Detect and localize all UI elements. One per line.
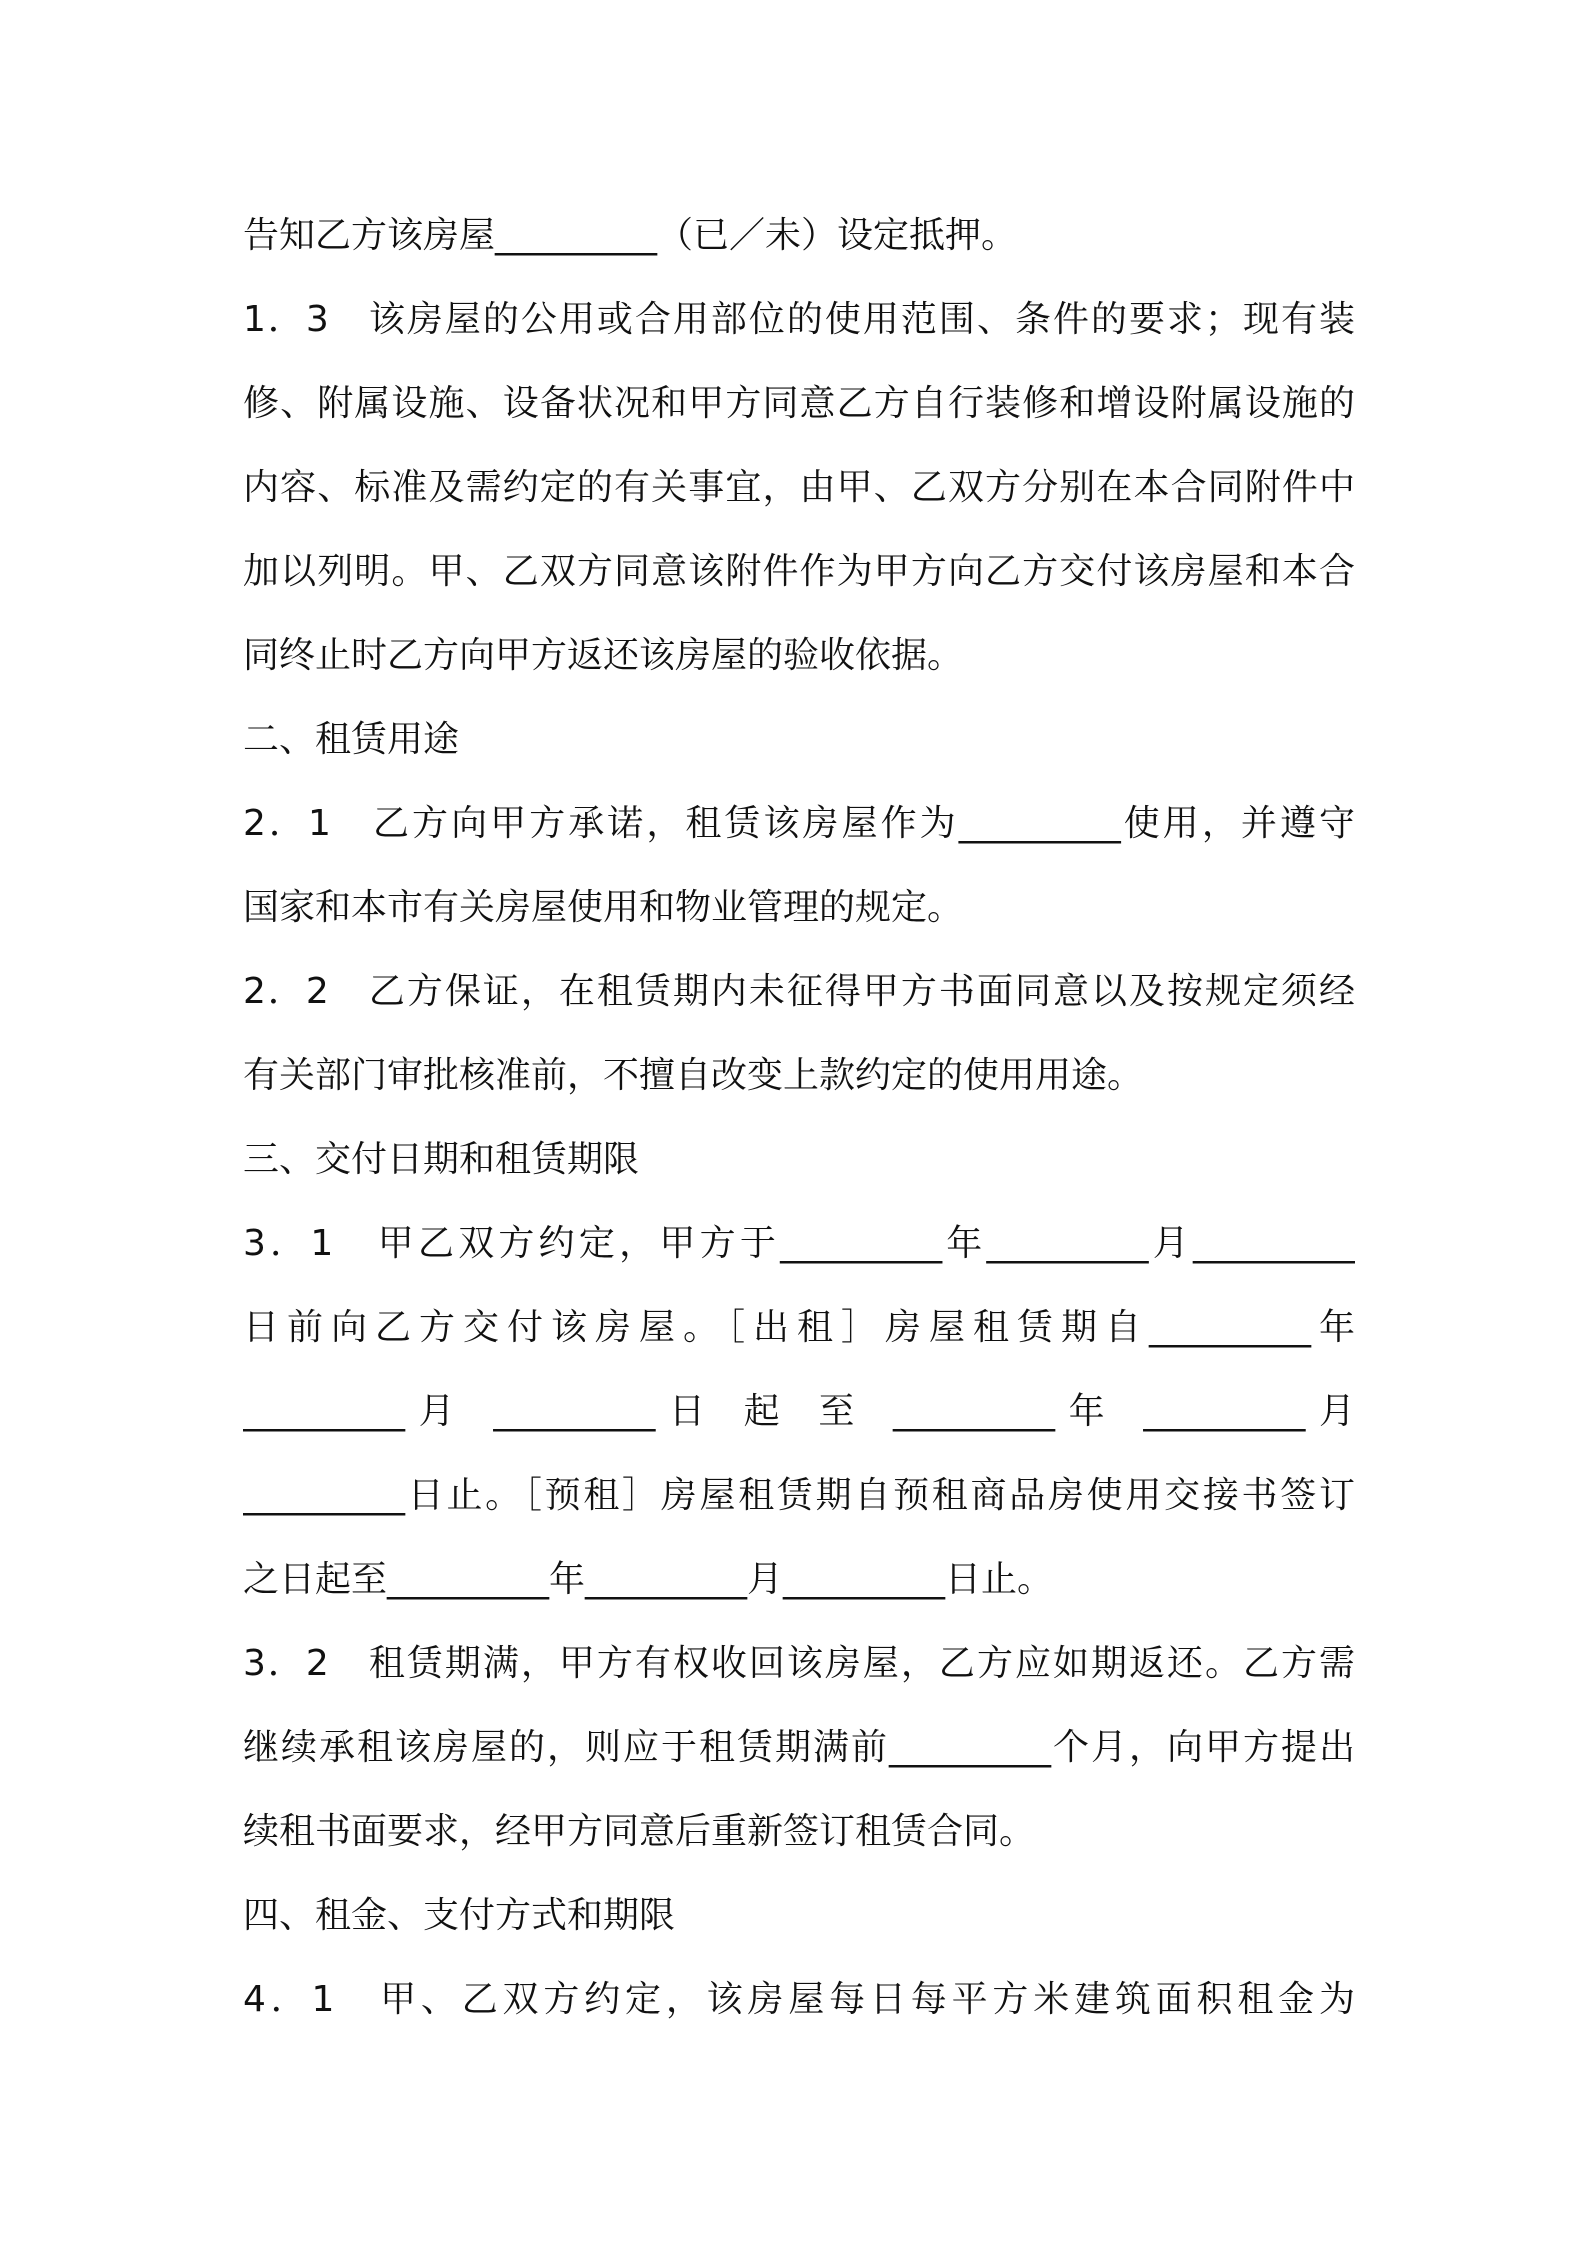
contract-text xyxy=(243,194,1355,2042)
text-line: 同终止时乙方向甲方返还该房屋的验收依据。 xyxy=(243,635,964,676)
text-line: 4．1 甲、乙双方约定，该房屋每日每平方米建筑面积租金为 xyxy=(243,1979,1355,2020)
text-line: 3．1 甲乙双方约定，甲方于_________年_________月_________ xyxy=(243,1223,1355,1264)
text-line: 加以列明。甲、乙双方同意该附件作为甲方向乙方交付该房屋和本合 xyxy=(243,551,1355,592)
text-line: 告知乙方该房屋_________（已／未）设定抵押。 xyxy=(243,215,1018,256)
section-heading: 二、租赁用途 xyxy=(243,719,460,760)
section-heading: 三、交付日期和租赁期限 xyxy=(243,1139,640,1180)
text-line: 国家和本市有关房屋使用和物业管理的规定。 xyxy=(243,887,964,928)
text-line: 之日起至_________年_________月_________日止。 xyxy=(243,1559,1054,1600)
section-heading: 四、租金、支付方式和期限 xyxy=(243,1895,676,1936)
text-line: 1．3 该房屋的公用或合用部位的使用范围、条件的要求；现有装 xyxy=(243,299,1355,340)
text-line: 续租书面要求，经甲方同意后重新签订租赁合同。 xyxy=(243,1811,1036,1852)
text-line: 日前向乙方交付该房屋。［出租］房屋租赁期自_________年 xyxy=(243,1307,1355,1348)
text-line: 内容、标准及需约定的有关事宜，由甲、乙双方分别在本合同附件中 xyxy=(243,467,1355,508)
text-line: _________月 _________日 起 至 _________年 _________月 xyxy=(243,1391,1355,1432)
text-line: 有关部门审批核准前，不擅自改变上款约定的使用用途。 xyxy=(243,1055,1144,1096)
text-line: 修、附属设施、设备状况和甲方同意乙方自行装修和增设附属设施的 xyxy=(243,383,1355,424)
text-line: _________日止。［预租］房屋租赁期自预租商品房使用交接书签订 xyxy=(243,1475,1355,1516)
text-line: 2．1 乙方向甲方承诺，租赁该房屋作为_________使用，并遵守 xyxy=(243,803,1355,844)
text-line: 继续承租该房屋的，则应于租赁期满前_________个月，向甲方提出 xyxy=(243,1727,1355,1768)
text-line: 3．2 租赁期满，甲方有权收回该房屋，乙方应如期返还。乙方需 xyxy=(243,1643,1355,1684)
text-line: 2．2 乙方保证，在租赁期内未征得甲方书面同意以及按规定须经 xyxy=(243,971,1355,1012)
